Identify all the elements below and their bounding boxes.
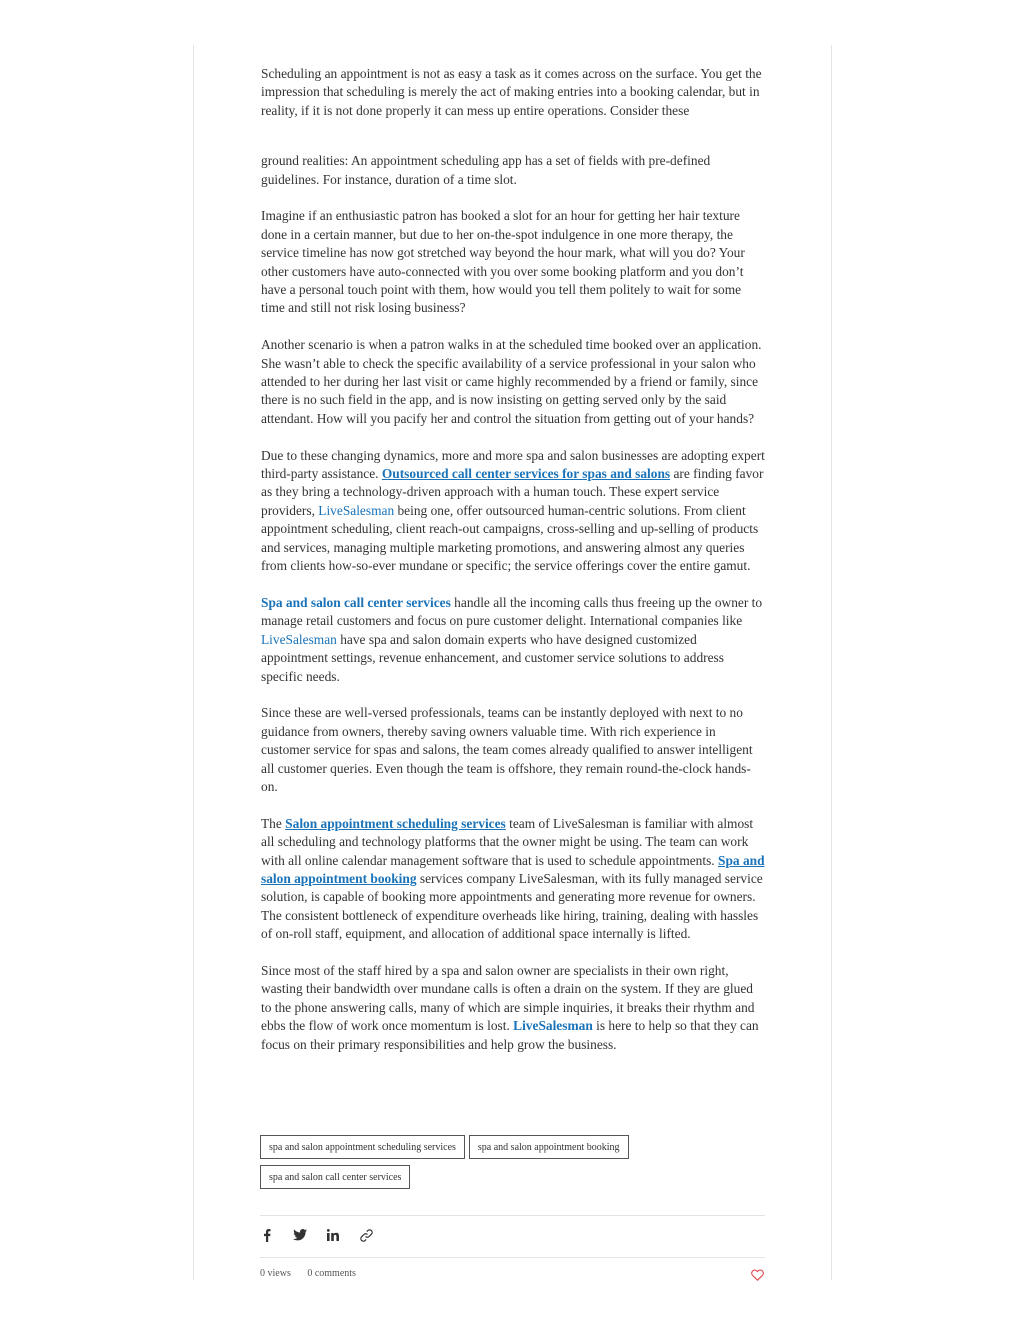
paragraph-8-text-a: The (261, 815, 286, 831)
paragraph-5-text-a: Due to these changing dynamics, more and more spa and salon businesses are adopting expert third-party assistance. (261, 447, 765, 482)
tag-call-center-services[interactable]: spa and salon call center services (260, 1165, 410, 1189)
tag-appointment-booking[interactable]: spa and salon appointment booking (469, 1135, 629, 1159)
paragraph-8-text-b: team of LiveSalesman is familiar with almost all scheduling and technology platforms that the owner might be using. The team can work with all online calendar management software that is used to schedule appointments. (261, 815, 754, 868)
paragraph-7: Since these are well-versed professionals, teams can be instantly deployed with next to no guidance from owners, thereby saving owners valuable time. With rich experience in customer service for spas and salons, the team comes already qualified to answer intelligent all customer queries. Even though the team is offshore, they remain round-the-clock hands-on. (261, 705, 753, 794)
paragraph-1: Scheduling an appointment is not as easy a task as it comes across on the surface. You get the impression that scheduling is merely the act of making entries into a booking calendar, but in reality, if it is not done properly it can mess up entire operations. Consider these (261, 66, 762, 118)
salon-appointment-scheduling-link[interactable]: Salon appointment scheduling services (285, 815, 506, 831)
paragraph-6-text-b: have spa and salon domain experts who have designed customized appointment settings, revenue enhancement, and customer service solutions to address specific needs. (261, 631, 724, 684)
post-frame-right-border (831, 45, 832, 1280)
paragraph-9-text-b: is here to help so that they can focus on their primary responsibilities and help grow the business. (261, 1018, 759, 1052)
tag-appointment-scheduling[interactable]: spa and salon appointment scheduling services (260, 1135, 465, 1159)
paragraph-2: ground realities: An appointment scheduling app has a set of fields with pre-defined guidelines. For instance, duration of a time slot. (261, 153, 711, 187)
paragraph-5-text-b: are finding favor as they bring a technology-driven approach with a human touch. These expert service providers, (261, 466, 764, 518)
paragraph-9 (261, 962, 766, 1054)
share-divider-bottom (260, 1257, 765, 1258)
share-divider-top (260, 1215, 765, 1216)
twitter-icon[interactable] (293, 1228, 307, 1242)
spa-salon-appointment-booking-link[interactable]: Spa and salon appointment booking (261, 852, 765, 886)
livesalesman-link-2[interactable]: LiveSalesman (261, 631, 337, 647)
linkedin-icon[interactable] (326, 1228, 340, 1242)
paragraph-6 (261, 594, 766, 686)
heart-icon[interactable] (751, 1268, 764, 1280)
comments-count[interactable]: 0 comments (307, 1268, 356, 1279)
livesalesman-link[interactable]: LiveSalesman (318, 502, 395, 518)
outsourced-call-center-link[interactable]: Outsourced call center services for spas and salons (381, 466, 671, 482)
link-icon[interactable] (359, 1228, 373, 1242)
post-stats (260, 1268, 370, 1279)
paragraph-3: Imagine if an enthusiastic patron has booked a slot for an hour for getting her hair texture done in a certain manner, but due to her on-the-spot indulgence in one more therapy, the service timeline has now got stretched way beyond the hour mark, what will you do? Your other customers have auto-connected with you over some booking platform and you don’t have a personal touch point with them, how would you tell them politely to wait for some time and still not risk losing business? (261, 208, 745, 316)
paragraph-8 (261, 815, 766, 944)
post-tags (260, 1135, 766, 1195)
livesalesman-link-3[interactable]: LiveSalesman (513, 1018, 593, 1034)
paragraph-5 (261, 447, 766, 576)
paragraph-8-text-c: services company LiveSalesman, with its fully managed service solution, is capable of booking more appointments and generating more revenue for owners. The consistent bottleneck of expenditure overheads like hiring, training, dealing with hassles of on-roll staff, equipment, and allocation of additional space internally is lifted. (261, 870, 763, 942)
paragraph-9-text-a: Since most of the staff hired by a spa and salon owner are specialists in their own right, wasting their bandwidth over mundane calls is often a drain on the system. If they are glued to the phone answering calls, many of which are simple inquiries, it breaks their rhythm and ebbs the flow of work once momentum is lost. (261, 962, 755, 1034)
paragraph-6-text-a: handle all the incoming calls thus freeing up the owner to manage retail customers and focus on pure customer delight. International companies like (261, 594, 763, 629)
post-frame-left-border (193, 45, 194, 1280)
share-bar (260, 1228, 373, 1242)
paragraph-4: Another scenario is when a patron walks in at the scheduled time booked over an application. She wasn’t able to check the specific availability of a service professional in your salon who attended to her during her last visit or came highly recommended by a friend or family, since there is no such field in the app, and is now insisting on getting served only by the said attendant. How will you pacify her and control the situation from getting out of your hands? (261, 337, 762, 426)
spa-salon-call-center-link[interactable]: Spa and salon call center services (261, 594, 451, 610)
blog-post-body (261, 65, 766, 1072)
facebook-icon[interactable] (260, 1228, 274, 1242)
views-count: 0 views (260, 1268, 291, 1279)
paragraph-5-text-c: being one, offer outsourced human-centric solutions. From client appointment scheduling, client reach-out campaigns, cross-selling and up-selling of products and services, managing multiple marketing promotions, and answering almost any queries from clients how-so-ever mundane or specific; the service offerings cover the entire gamut. (261, 502, 759, 574)
